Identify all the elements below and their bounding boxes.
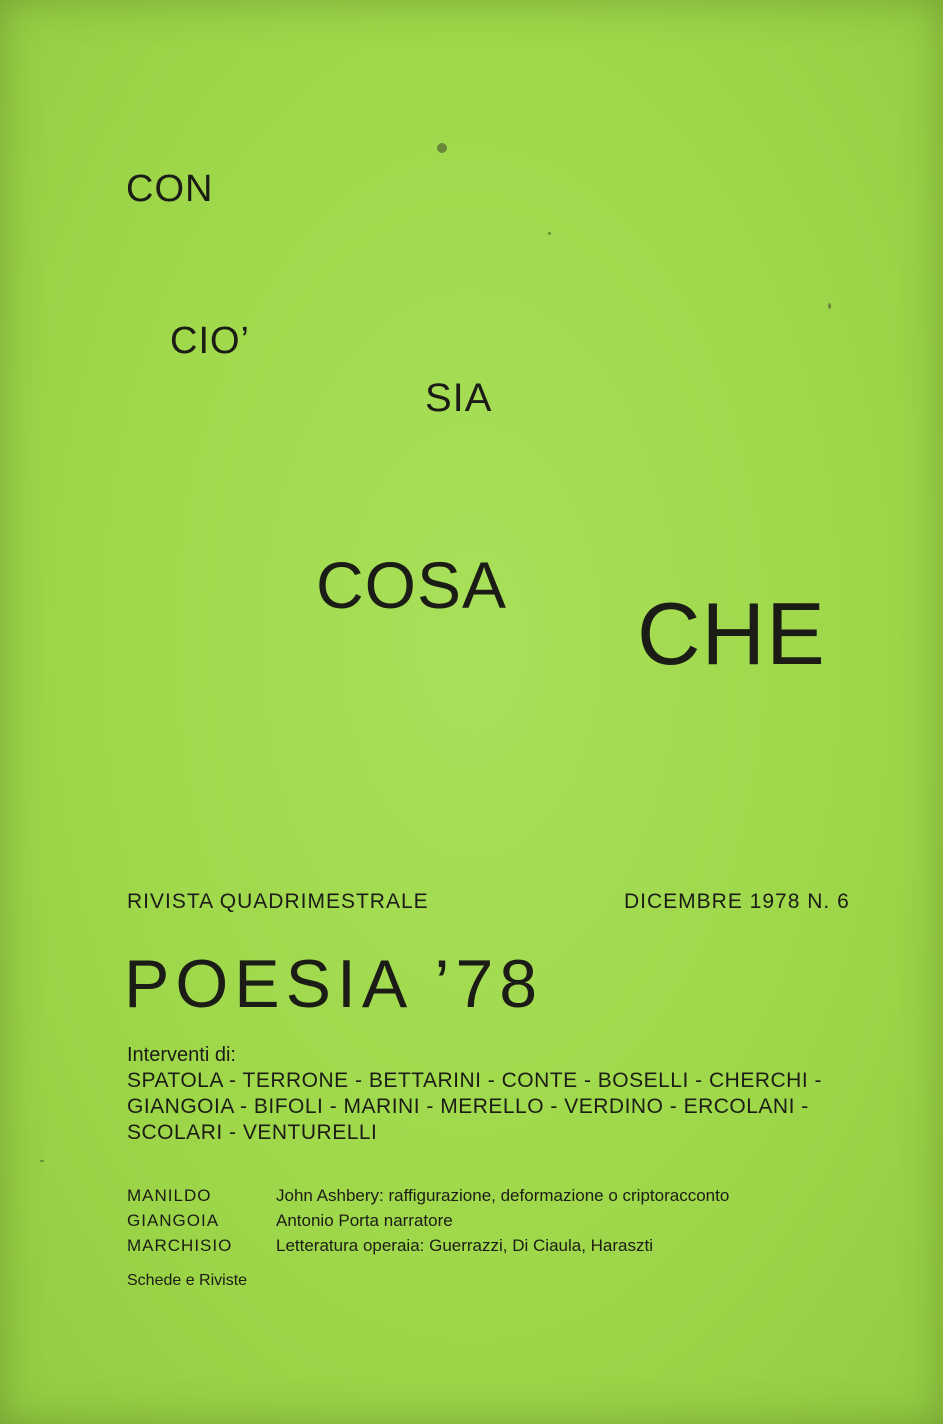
essay-entry (127, 1233, 729, 1258)
contributors-line: SPATOLA - TERRONE - BETTARINI - CONTE - BOSELLI - CHERCHI - (127, 1069, 822, 1092)
essay-title: John Ashbery: raffigurazione, deformazione o criptoracconto (276, 1185, 730, 1205)
title-word-cio: CIO’ (170, 320, 250, 362)
issue-date-number: DICEMBRE 1978 N. 6 (624, 890, 850, 913)
essays-list (127, 1183, 729, 1258)
footer-note: Schede e Riviste (127, 1272, 248, 1289)
contributors-intro: Interventi di: (127, 1044, 236, 1066)
title-word-con: CON (126, 168, 214, 210)
essay-author: MARCHISIO (127, 1235, 233, 1255)
contributors-block (127, 1042, 822, 1146)
title-word-che: CHE (637, 584, 826, 683)
paper-speck (40, 1160, 44, 1162)
essay-author: MANILDO (127, 1185, 212, 1205)
essay-entry (127, 1183, 729, 1208)
paper-speck (548, 232, 551, 235)
essay-entry (127, 1208, 729, 1233)
issue-title: POESIA ’78 (124, 946, 544, 1022)
essay-author: GIANGOIA (127, 1210, 220, 1230)
periodicity-label: RIVISTA QUADRIMESTRALE (127, 890, 429, 913)
paper-speck (828, 303, 831, 309)
contributors-line: SCOLARI - VENTURELLI (127, 1121, 378, 1144)
title-word-sia: SIA (425, 376, 493, 420)
essay-title: Letteratura operaia: Guerrazzi, Di Ciaula, Haraszti (276, 1235, 653, 1255)
contributors-line: GIANGOIA - BIFOLI - MARINI - MERELLO - VERDINO - ERCOLANI - (127, 1095, 809, 1118)
essay-title: Antonio Porta narratore (276, 1210, 453, 1230)
paper-speck (437, 143, 447, 153)
title-word-cosa: COSA (316, 548, 508, 622)
